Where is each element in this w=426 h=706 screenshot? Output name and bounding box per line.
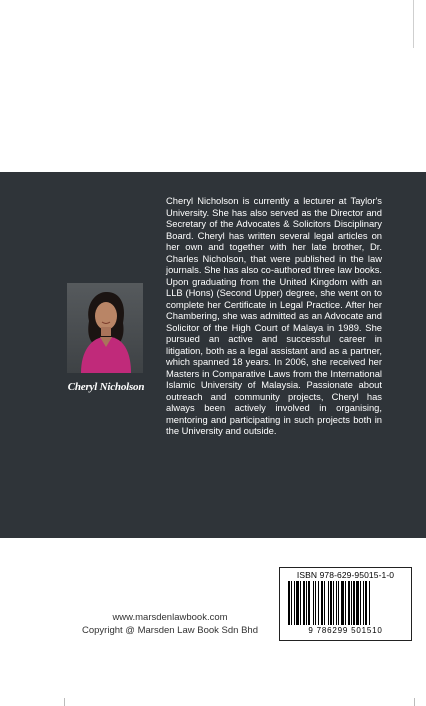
barcode-bar [348, 581, 350, 625]
isbn-barcode [279, 567, 412, 641]
crop-mark [414, 698, 415, 706]
top-white-area [0, 0, 426, 172]
barcode-bar [291, 581, 292, 625]
barcode-bar [308, 581, 310, 625]
barcode-bar [303, 581, 305, 625]
barcode-bar [330, 581, 332, 625]
publisher-website: www.marsdenlawbook.com [112, 612, 228, 623]
barcode-bar [300, 581, 301, 625]
crop-mark [64, 698, 65, 706]
barcode-bar [345, 581, 346, 625]
barcode-bar [353, 581, 355, 625]
barcode-bar [328, 581, 329, 625]
barcode-bar [313, 581, 314, 625]
barcode-bar [341, 581, 344, 625]
barcode-bar [365, 581, 367, 625]
author-portrait-image [67, 283, 143, 373]
isbn-label: ISBN 978-629-95015-1-0 [296, 570, 395, 580]
barcode-bar [315, 581, 316, 625]
author-photo [67, 283, 143, 373]
barcode-bar [356, 581, 359, 625]
barcode-bar [306, 581, 307, 625]
barcode-bar [324, 581, 325, 625]
author-photo-caption: Cheryl Nicholson [67, 381, 145, 393]
barcode-bar [363, 581, 364, 625]
barcode-bar [296, 581, 299, 625]
barcode-bar [336, 581, 337, 625]
barcode-bars [288, 581, 403, 627]
trim-line [413, 0, 414, 48]
publisher-copyright: Copyright @ Marsden Law Book Sdn Bhd [82, 625, 258, 636]
barcode-bar [360, 581, 361, 625]
barcode-digits: 9 786299 501510 [308, 626, 383, 635]
barcode-bar [338, 581, 339, 625]
barcode-bar [294, 581, 295, 625]
author-bio: Cheryl Nicholson is currently a lecturer at Taylor's University. She has also served as the Director and Secretary of the Advocates & Solicitors Disciplinary Board. Cheryl has written several legal articles on her own and together with her late brother, Dr. Charles Nicholson, that were published in the law journals. She has also co-authored three law books. Upon graduating from the United Kingdom with an LLB (Hons) (Second Upper) degree, she went on to complete her Certificate in Legal Practice. After her Chambering, she was admitted as an Advocate and Solicitor of the High Court of Malaya in 1989. She pursued an active and successful career in litigation, both as a legal assistant and as a partner, which spanned 18 years. In 2006, she received her Masters in Comparative Laws from the International Islamic University of Malaysia. Passionate about outreach and community projects, Cheryl has always been actively involved in organising, mentoring and participating in such projects both in the University and outside. [166, 195, 382, 436]
barcode-bar [351, 581, 352, 625]
barcode-bar [318, 581, 319, 625]
barcode-bar [369, 581, 370, 625]
barcode-bar [321, 581, 323, 625]
barcode-bar [333, 581, 334, 625]
barcode-bar [288, 581, 290, 625]
